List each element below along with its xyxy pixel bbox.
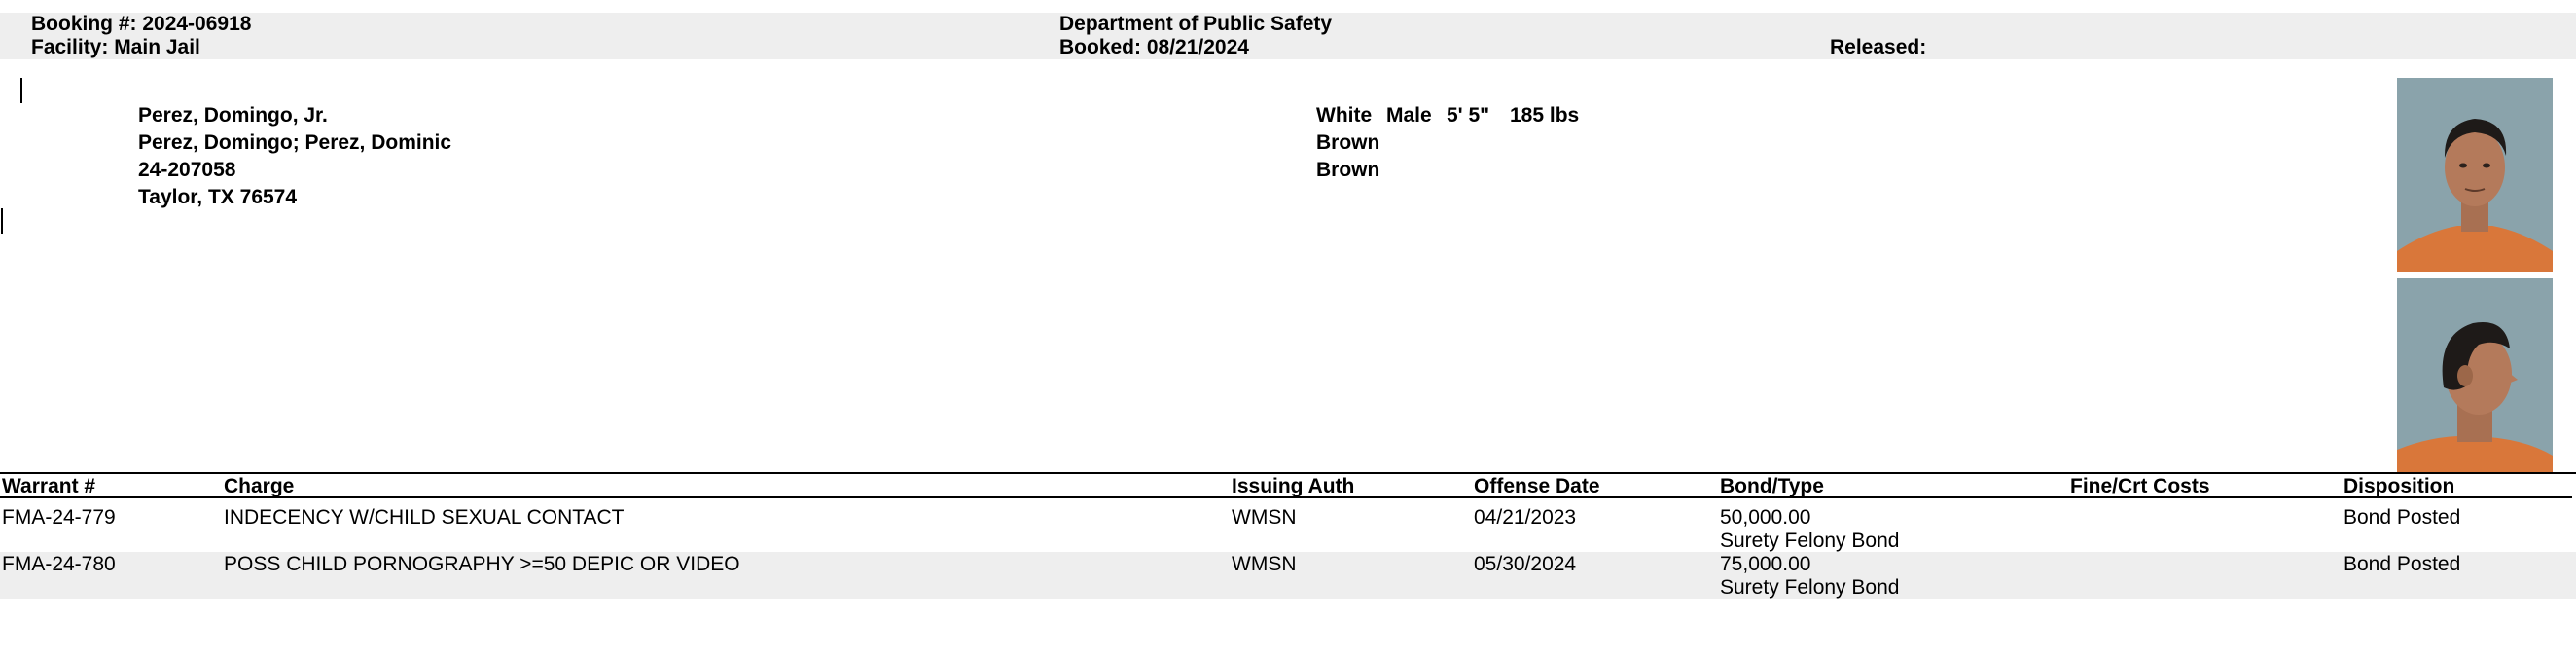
cell-disposition: Bond Posted (2343, 553, 2461, 575)
col-header-charge: Charge (224, 475, 295, 497)
person-location: Taylor, TX 76574 (138, 186, 298, 208)
person-sex: Male (1386, 104, 1432, 127)
cell-offense-date: 05/30/2024 (1474, 553, 1577, 575)
person-hair: Brown (1316, 131, 1380, 154)
col-header-offense-date: Offense Date (1474, 475, 1600, 497)
cell-bond-amount: 75,000.00 (1720, 553, 1811, 575)
cell-bond-type: Surety Felony Bond (1720, 576, 1900, 599)
cell-disposition: Bond Posted (2343, 506, 2461, 529)
cell-auth: WMSN (1232, 506, 1297, 529)
cell-bond-type: Surety Felony Bond (1720, 530, 1900, 552)
text-caret (1, 208, 3, 234)
department-title: Department of Public Safety (1059, 13, 1333, 35)
text-caret (20, 78, 22, 103)
person-aliases: Perez, Domingo; Perez, Dominic (138, 131, 452, 154)
mugshot-profile (2397, 278, 2553, 473)
col-header-warrant: Warrant # (2, 475, 96, 497)
person-eyes: Brown (1316, 159, 1380, 181)
mugshot-front (2397, 78, 2553, 272)
released-label: Released: (1830, 36, 1927, 58)
person-race: White (1316, 104, 1373, 127)
cell-charge: INDECENCY W/CHILD SEXUAL CONTACT (224, 506, 625, 529)
cell-warrant: FMA-24-780 (2, 553, 116, 575)
cell-bond-amount: 50,000.00 (1720, 506, 1811, 529)
col-header-bond-type: Bond/Type (1720, 475, 1824, 497)
cell-charge: POSS CHILD PORNOGRAPHY >=50 DEPIC OR VIDEO (224, 553, 740, 575)
person-weight: 185 lbs (1510, 104, 1580, 127)
col-header-fine: Fine/Crt Costs (2070, 475, 2210, 497)
booked-date: Booked: 08/21/2024 (1059, 36, 1249, 58)
booking-number: Booking #: 2024-06918 (31, 13, 252, 35)
person-id: 24-207058 (138, 159, 236, 181)
person-height: 5' 5" (1447, 104, 1490, 127)
col-header-disposition: Disposition (2343, 475, 2455, 497)
cell-offense-date: 04/21/2023 (1474, 506, 1577, 529)
cell-warrant: FMA-24-779 (2, 506, 116, 529)
col-header-issuing-auth: Issuing Auth (1232, 475, 1355, 497)
table-top-rule (0, 472, 2576, 474)
person-name: Perez, Domingo, Jr. (138, 104, 328, 127)
cell-auth: WMSN (1232, 553, 1297, 575)
facility: Facility: Main Jail (31, 36, 200, 58)
